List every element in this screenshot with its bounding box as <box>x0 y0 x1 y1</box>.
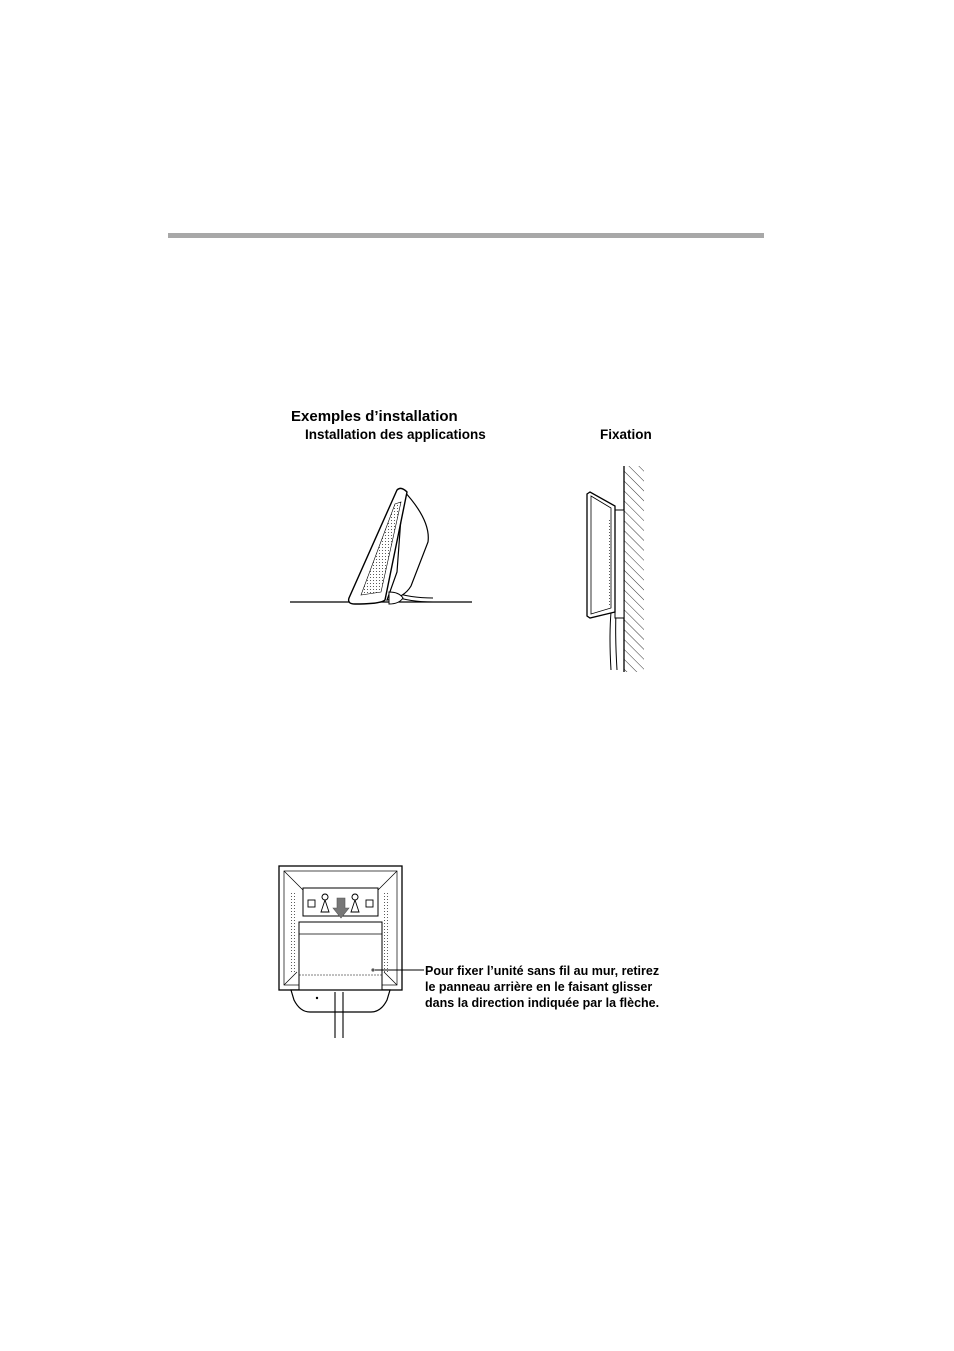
wall-mount-instruction <box>425 963 685 1011</box>
wall-mounted-unit-illustration <box>575 462 655 677</box>
instruction-line: le panneau arrière en le faisant glisser <box>425 980 653 994</box>
instruction-line: Pour fixer l’unité sans fil au mur, retirez <box>425 964 660 978</box>
wall-mount-label: Fixation <box>600 427 652 442</box>
callout-leader-line <box>408 969 424 973</box>
header-rule <box>168 233 764 238</box>
section-title: Exemples d’installation <box>291 408 458 425</box>
rear-panel-illustration <box>275 862 410 1042</box>
standing-unit-illustration <box>285 480 485 615</box>
applications-label: Installation des applications <box>305 427 486 442</box>
instruction-line: dans la direction indiquée par la flèche. <box>425 996 660 1010</box>
